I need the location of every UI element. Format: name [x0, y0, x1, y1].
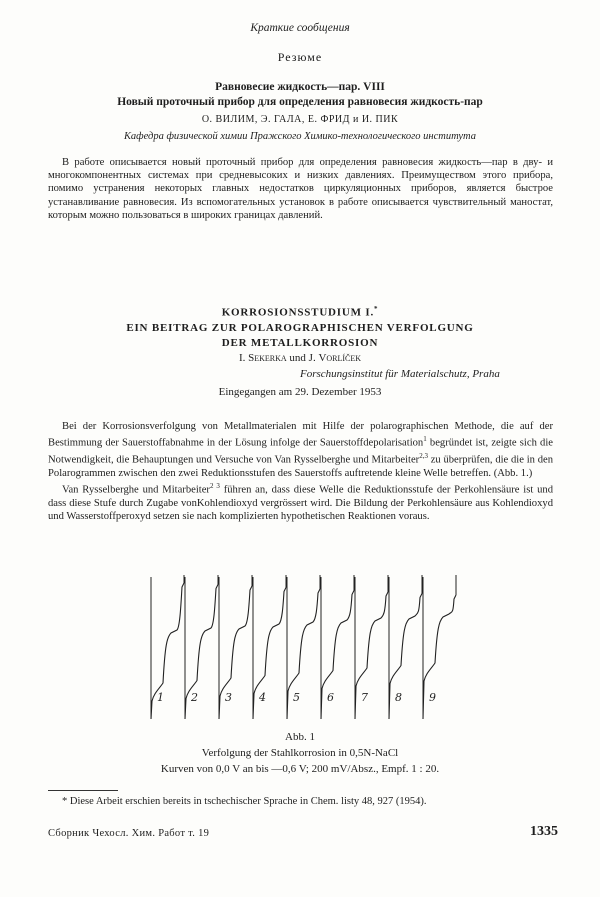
- author2-name: Vorlíček: [318, 352, 362, 364]
- de-title-line-1: [40, 302, 560, 321]
- de-paragraph-2: [48, 480, 553, 523]
- ref-mark-2: 2,3: [419, 451, 428, 460]
- de-article-title: [40, 302, 560, 351]
- polarogram-curve: [219, 586, 252, 719]
- polarogram-curve: [423, 595, 456, 719]
- de-authors: [40, 352, 560, 364]
- author1-name: Sekerka: [248, 352, 287, 364]
- ru-affiliation: Кафедра физической химии Пражского Химико-технологического института: [123, 131, 477, 142]
- polarogram-curve: [389, 594, 422, 720]
- p1-part-c: zu überprüfen, die die in den Polarogrammen zwischen den zwei Reduktionsstufen des Sauerstoffs auftretende kleine Welle betreffen. (Abb. 1.): [48, 454, 553, 479]
- author2-initial: J.: [308, 352, 319, 364]
- ru-abstract-text: В работе описывается новый проточный прибор для определения равновесия жидкость—пар в дву- и многокомпонентных системах при средневысоких и низких давлениях. Преимуществом этого прибора, помимо устранения некоторых главных недостатков циркуляционных приборов, является быстрое устанавливание равновесия. Из вспомогательных установок в работе описывается чувствительный маностат, которым можно пользоваться в широких границах давлений.: [48, 157, 553, 221]
- curve-label: 1: [157, 691, 164, 704]
- polarogram-curve: [253, 588, 286, 720]
- de-body: [48, 420, 553, 523]
- curve-label: 4: [259, 691, 266, 704]
- de-title-text-1: KORROSIONSSTUDIUM I.: [221, 306, 374, 319]
- page-number: 1335: [530, 824, 558, 839]
- de-title-footnote-mark: *: [374, 305, 379, 313]
- footnote: * Diese Arbeit erschien bereits in tschechischer Sprache in Chem. listy 48, 927 (1954).: [62, 796, 427, 807]
- ru-title-line-1: Равновесие жидкость—пар. VIII: [215, 81, 385, 93]
- polarogram-curve: [185, 585, 218, 720]
- ru-title-line-2: Новый проточный прибор для определения равновесия жидкость-пар: [117, 96, 483, 108]
- curve-label: 2: [191, 691, 198, 704]
- p2-part-a: Van Rysselberghe und Mitarbeiter: [62, 484, 210, 496]
- curve-label: 3: [225, 691, 232, 704]
- author1-initial: I.: [238, 352, 249, 364]
- polarogram-curve: [151, 583, 184, 719]
- journal-name: Сборник Чехосл. Хим. Работ т. 19: [48, 828, 210, 839]
- p1-part-b: begründet ist, zeigte sich die Notwendigkeit, die Behauptungen und Versuche von Van Rysselberghe und Mitarbeiter: [48, 437, 554, 466]
- running-head: Краткие сообщения: [250, 22, 350, 34]
- polarogram-curve: [287, 589, 320, 719]
- p2-part-b: führen an, dass diese Welle die Reduktionsstufe der Perkohlensäure ist und dass diese Stufe durch Zugabe vonKohlendioxyd vergrössert wird. Die Bildung der Perkohlensäure aus Kohlendioxyd und Wasserstoffperoxyd setzen sie nach komplizierten hypothetischen Reaktionen voraus.: [48, 484, 554, 522]
- polarogram-curve: [321, 591, 354, 720]
- figure-caption-line-2: Kurven von 0,0 V an bis —0,6 V; 200 mV/Absz., Empf. 1 : 20.: [160, 763, 440, 775]
- de-title-line-3: DER METALLKORROSION: [221, 336, 379, 349]
- figure-caption-line-1: Verfolgung der Stahlkorrosion in 0,5N-NaCl: [201, 747, 399, 759]
- curve-label: 5: [293, 691, 300, 704]
- p1-part-a: Bei der Korrosionsverfolgung von Metallmaterialen mit Hilfe der polarographischen Methode, die auf der Bestimmung der Sauerstoffabnahme in der Lösung infolge der Sauerstoffdepolarisation: [48, 421, 553, 449]
- section-label: Резюме: [277, 50, 323, 64]
- ru-authors: О. ВИЛИМ, Э. ГАЛА, Е. ФРИД и И. ПИК: [201, 114, 399, 125]
- ru-article-title: [40, 80, 560, 110]
- curve-label: 9: [429, 691, 436, 704]
- polarogram-curve: [355, 592, 388, 719]
- footnote-rule: [48, 790, 118, 791]
- ref-mark-3: 2 3: [209, 481, 220, 490]
- received-date: Eingegangen am 29. Dezember 1953: [218, 386, 382, 398]
- figure-caption-title: Abb. 1: [285, 731, 315, 743]
- curve-label: 8: [395, 691, 402, 704]
- de-affiliation: Forschungsinstitut für Materialschutz, Praha: [300, 368, 500, 380]
- curve-label: 7: [361, 691, 368, 704]
- ref-mark-1: 1: [423, 435, 427, 444]
- de-title-line-2: EIN BEITRAG ZUR POLAROGRAPHISCHEN VERFOLGUNG: [126, 321, 474, 334]
- author-conjunction: und: [286, 352, 309, 364]
- ru-abstract: [48, 156, 553, 222]
- polarogram-figure: [135, 573, 480, 723]
- curve-label: 6: [327, 691, 334, 704]
- de-paragraph-1: [48, 420, 553, 480]
